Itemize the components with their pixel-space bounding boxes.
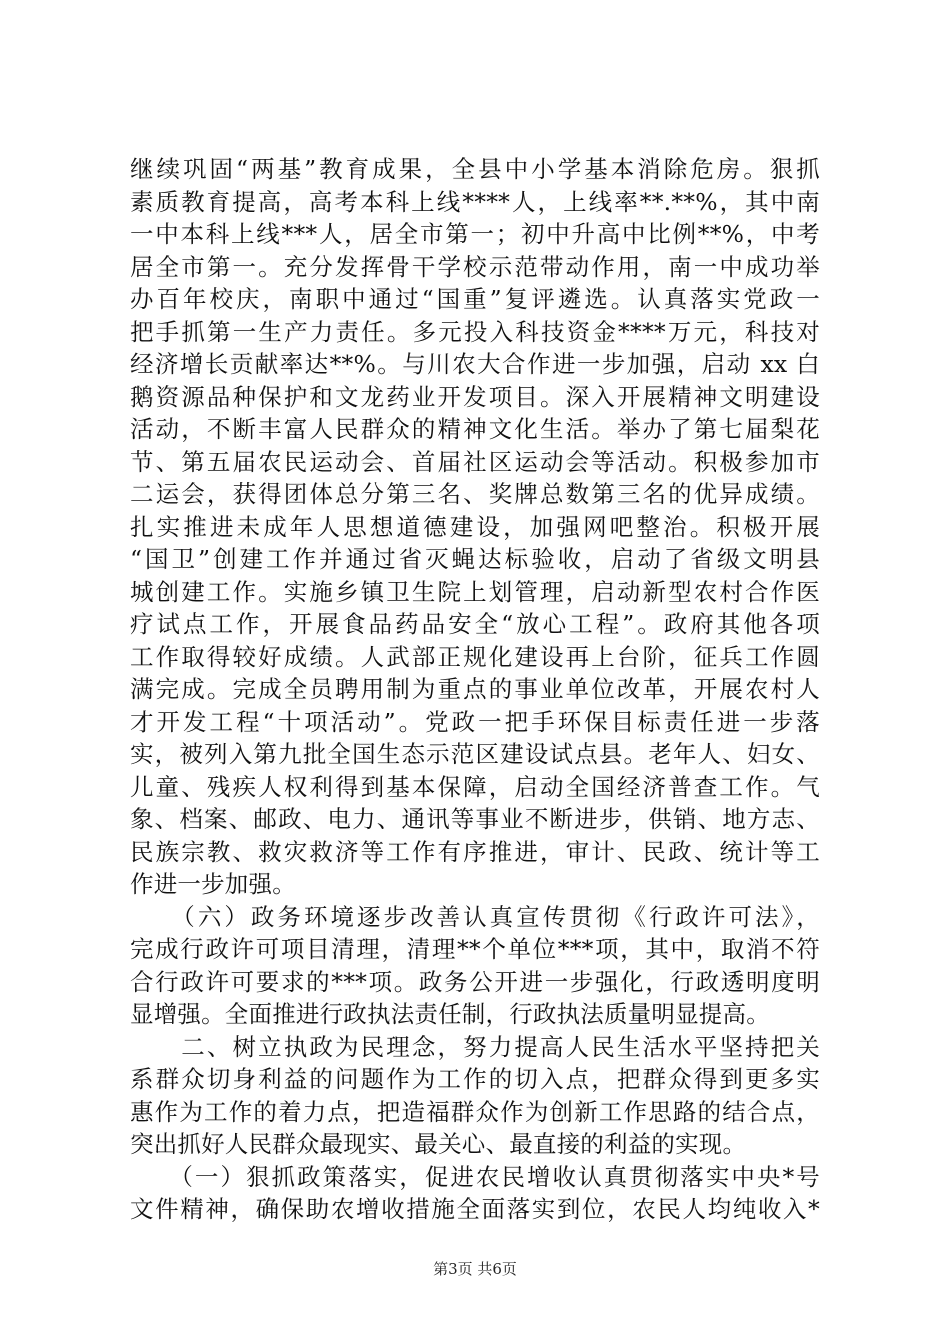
text-line: 民族宗教、救灾救济等工作有序推进，审计、民政、统计等工 [130,837,820,866]
text-line: 文件精神，确保助农增收措施全面落实到位，农民人均纯收入* [130,1195,820,1223]
paragraph-start-line: （一）狠抓政策落实，促进农民增收认真贯彻落实中央*号 [130,1162,820,1191]
text-line: 一中本科上线***人，居全市第一；初中升高中比例**%，中考 [130,220,820,248]
page-number-footer: 第3页 共6页 [433,1260,517,1278]
text-line: 扎实推进未成年人思想道德建设，加强网吧整治。积极开展 [130,512,820,541]
text-line: 疗试点工作，开展食品药品安全“放心工程”。政府其他各项 [130,610,820,638]
paragraph-end-line: 显增强。全面推进行政执法责任制，行政执法质量明显提高。 [130,1000,770,1028]
text-line: 儿童、残疾人权利得到基本保障，启动全国经济普查工作。气 [130,772,820,801]
text-line: 鹅资源品种保护和文龙药业开发项目。深入开展精神文明建设 [130,382,820,411]
text-line: 活动，不断丰富人民群众的精神文化生活。举办了第七届梨花 [130,415,820,443]
paragraph-start-line: （六）政务环境逐步改善认真宣传贯彻《行政许可法》， [130,902,820,931]
text-line: 惠作为工作的着力点，把造福群众作为创新工作思路的结合点， [130,1097,820,1126]
text-line: 才开发工程“十项活动”。党政一把手环保目标责任进一步落 [130,707,820,736]
text-line: 二运会，获得团体总分第三名、奖牌总数第三名的优异成绩。 [130,480,820,508]
text-line: 把手抓第一生产力责任。多元投入科技资金****万元，科技对 [130,317,820,346]
text-line: 城创建工作。实施乡镇卫生院上划管理，启动新型农村合作医 [130,577,820,606]
text-line: 继续巩固“两基”教育成果，全县中小学基本消除危房。狠抓 [130,155,820,183]
text-line: 经济增长贡献率达**%。与川农大合作进一步加强，启动 xx 白 [130,350,820,378]
text-line: 系群众切身利益的问题作为工作的切入点，把群众得到更多实 [130,1065,820,1093]
text-line: 象、档案、邮政、电力、通讯等事业不断进步，供销、地方志、 [130,805,820,833]
text-line: 居全市第一。充分发挥骨干学校示范带动作用，南一中成功举 [130,252,820,281]
body-text [130,153,820,1226]
text-line: “国卫”创建工作并通过省灭蝇达标验收，启动了省级文明县 [130,545,820,573]
text-line: 完成行政许可项目清理，清理**个单位***项，其中，取消不符 [130,935,820,963]
text-line: 实，被列入第九批全国生态示范区建设试点县。老年人、妇女、 [130,740,820,768]
text-line: 工作取得较好成绩。人武部正规化建设再上台阶，征兵工作圆 [130,642,820,671]
text-line: 节、第五届农民运动会、首届社区运动会等活动。积极参加市 [130,447,820,476]
paragraph-start-line: 二、树立执政为民理念，努力提高人民生活水平坚持把关 [130,1032,820,1061]
text-line: 办百年校庆，南职中通过“国重”复评遴选。认真落实党政一 [130,285,820,313]
text-line: 合行政许可要求的***项。政务公开进一步强化，行政透明度明 [130,967,820,996]
paragraph-end-line: 作进一步加强。 [130,870,296,898]
text-line: 满完成。完成全员聘用制为重点的事业单位改革，开展农村人 [130,675,820,703]
paragraph-end-line: 突出抓好人民群众最现实、最关心、最直接的利益的实现。 [130,1130,747,1158]
text-line: 素质教育提高，高考本科上线****人，上线率**.**%，其中南 [130,187,820,216]
